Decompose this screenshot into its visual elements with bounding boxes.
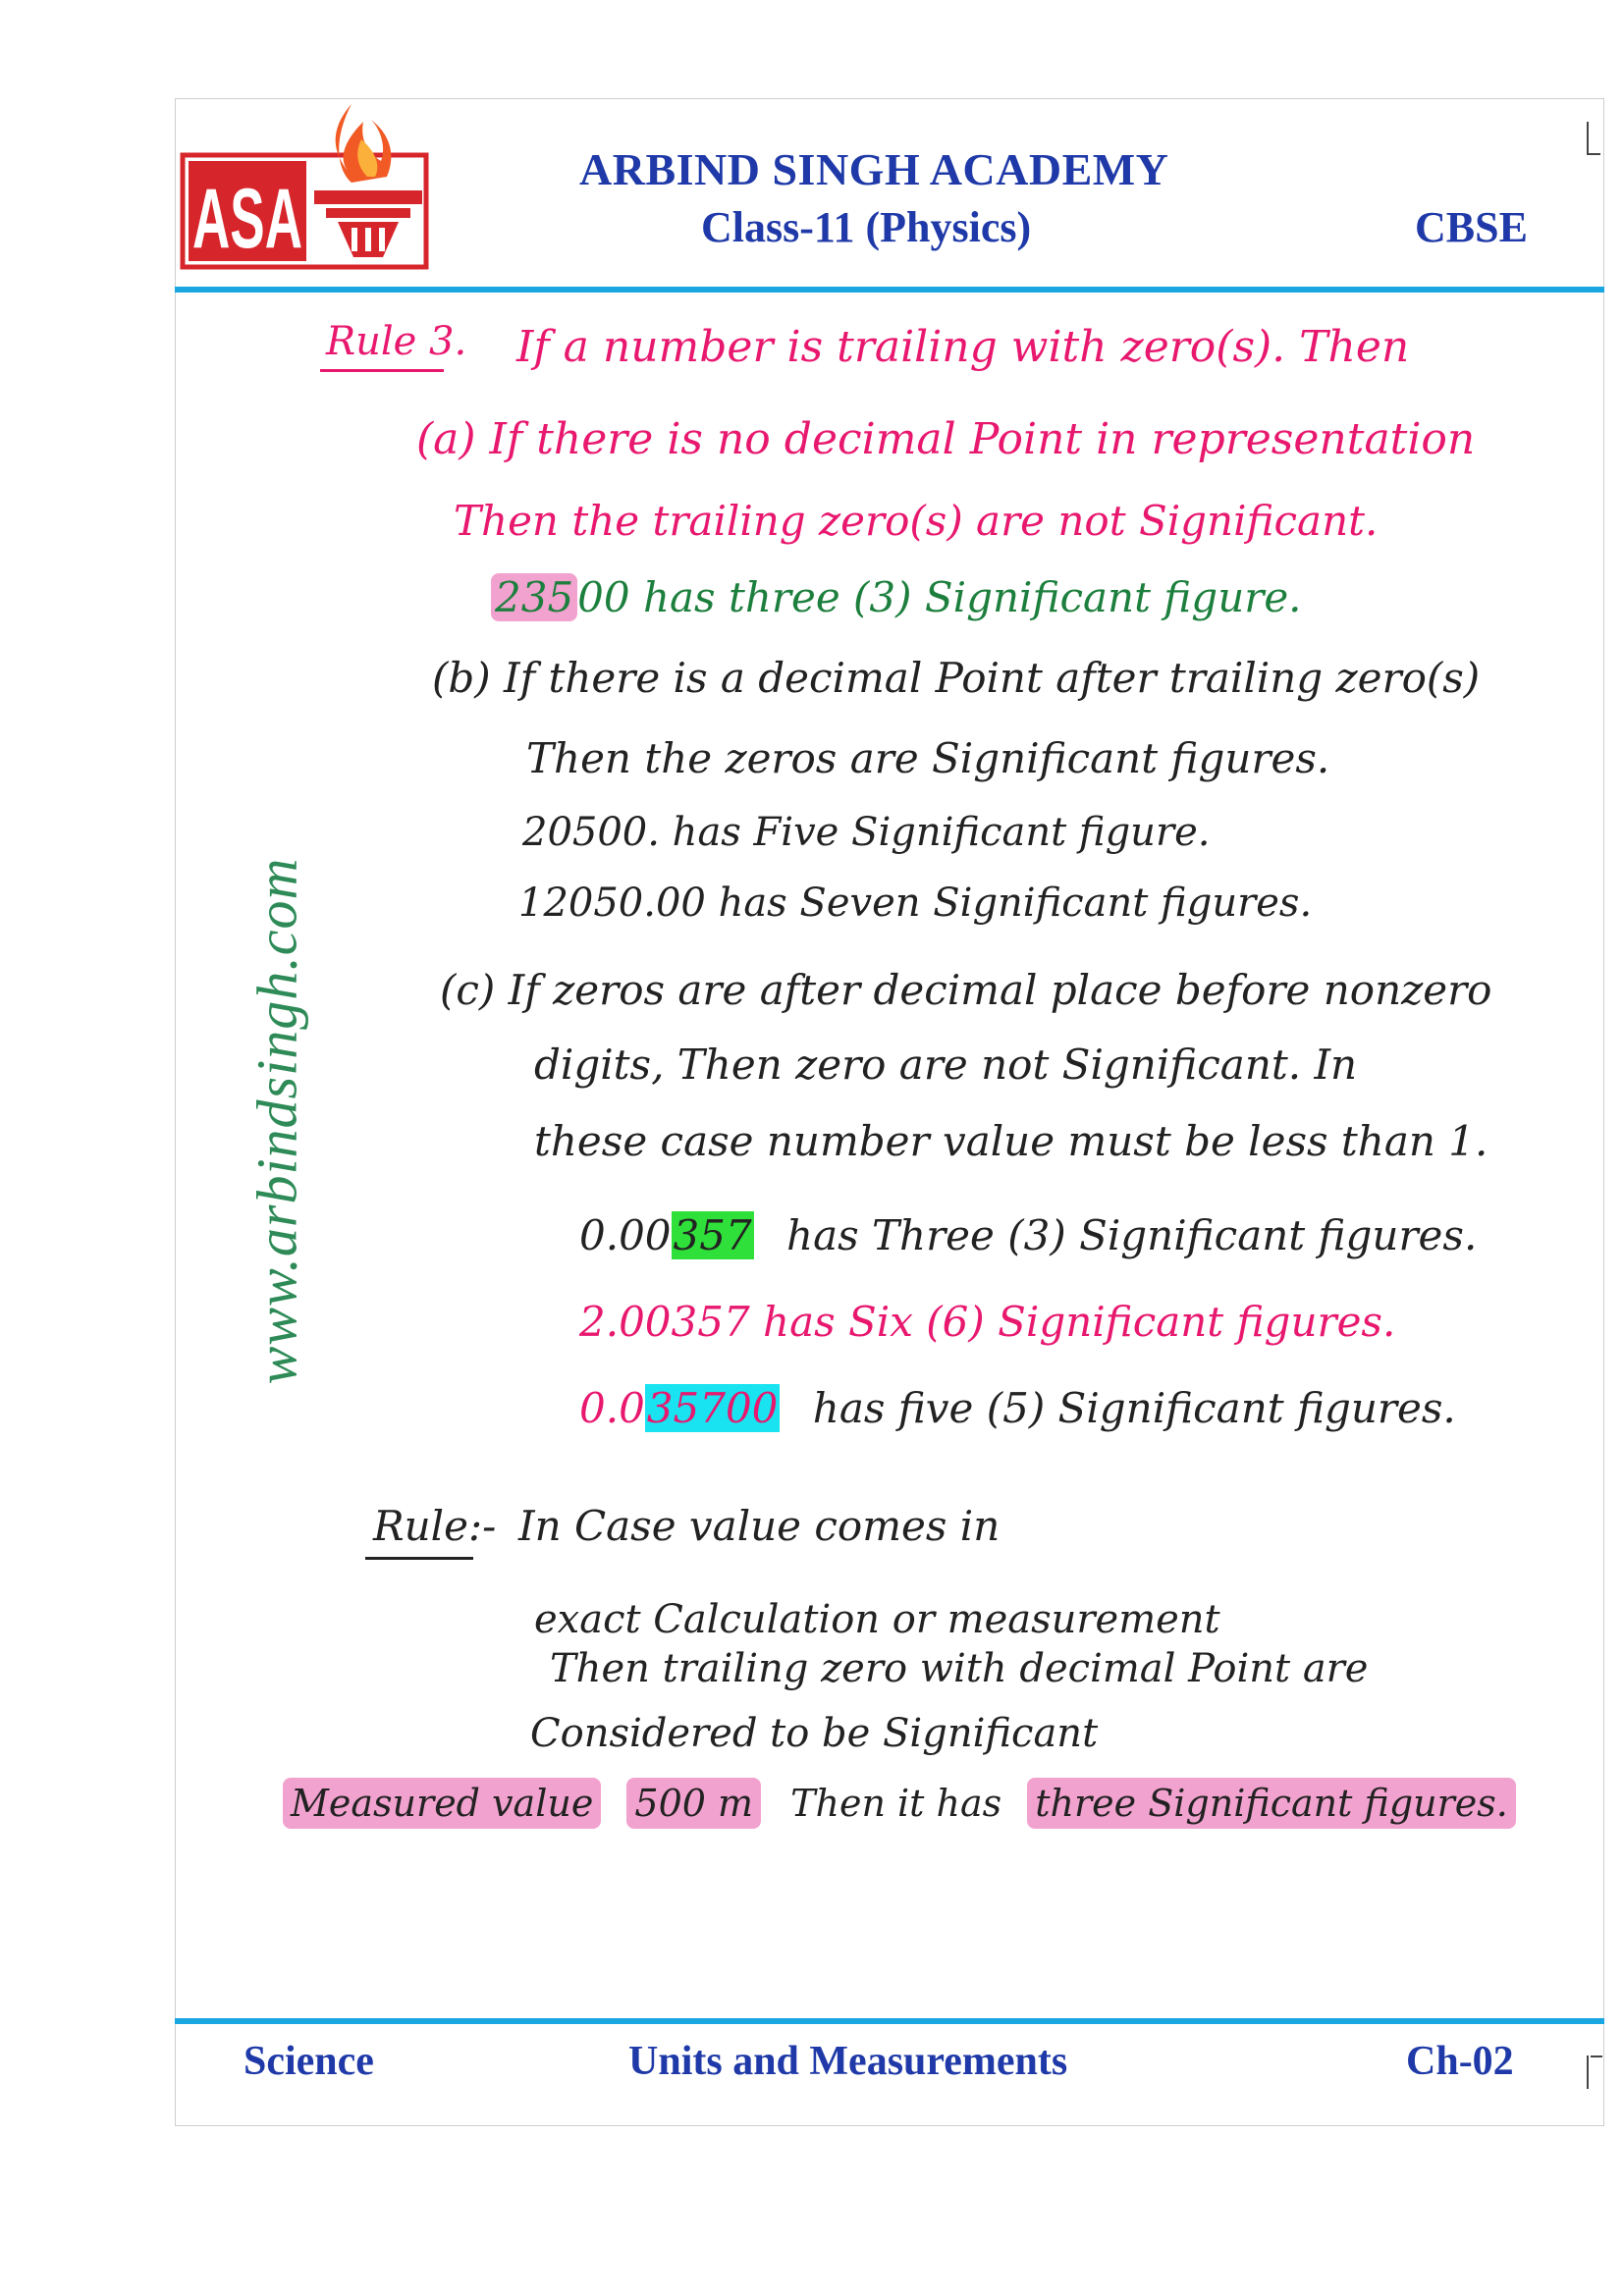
highlight-235: 235 xyxy=(491,573,577,621)
academy-name: ARBIND SINGH ACADEMY xyxy=(579,144,1169,194)
measured-label: Measured value xyxy=(283,1778,601,1829)
rule-c-text: (c) If zeros are after decimal place before nonzero xyxy=(440,966,1492,1014)
rule-underline xyxy=(365,1557,473,1560)
board-label: CBSE xyxy=(1415,203,1528,251)
highlight-35700: 35700 xyxy=(646,1384,779,1432)
footer-chapter: Ch-02 xyxy=(1406,2039,1514,2084)
footer-subject: Science xyxy=(243,2039,374,2084)
rule-a-example-rest: 00 has three (3) Significant figure. xyxy=(577,573,1302,621)
rule-line-2: exact Calculation or measurement xyxy=(534,1597,1220,1642)
rule-c-text-2: digits, Then zero are not Significant. In xyxy=(534,1041,1358,1089)
rule-b-text: (b) If there is a decimal Point after trailing zero(s) xyxy=(432,654,1481,702)
crop-mark-bottom xyxy=(1587,2056,1589,2089)
rule3-label: Rule 3. xyxy=(326,319,467,364)
rule-a-then: Then the trailing zero(s) are not Significant. xyxy=(454,497,1379,545)
highlight-357: 357 xyxy=(673,1211,752,1259)
rule-c-example-3-rest: has five (5) Significant figures. xyxy=(812,1384,1456,1432)
rule-c-example-1 xyxy=(579,1211,1478,1259)
measured-mid: Then it has xyxy=(790,1782,1002,1825)
rule-c-example-2: 2.00357 has Six (6) Significant figures. xyxy=(579,1298,1396,1346)
rule3-underline xyxy=(320,369,444,372)
rule-c-example-1-pre: 0.00 xyxy=(579,1211,672,1259)
rule-c-text-3: these case number value must be less than 1. xyxy=(534,1117,1488,1165)
rule-b-example-2: 12050.00 has Seven Significant figures. xyxy=(518,881,1313,926)
measured-line xyxy=(283,1782,1516,1825)
logo-text: ASA xyxy=(192,172,302,266)
crop-mark-bottom-h xyxy=(1591,2056,1602,2057)
header-rule xyxy=(175,287,1604,293)
footer-chapter-title: Units and Measurements xyxy=(628,2039,1068,2084)
rule3-text: If a number is trailing with zero(s). Then xyxy=(516,322,1410,372)
rule-c-example-1-rest: has Three (3) Significant figures. xyxy=(786,1211,1478,1259)
rule-b-then: Then the zeros are Significant figures. xyxy=(526,734,1330,782)
class-title: Class-11 (Physics) xyxy=(701,203,1032,251)
rule-label: Rule:- xyxy=(373,1502,497,1550)
rule-line-3: Then trailing zero with decimal Point are xyxy=(550,1646,1369,1691)
measured-highlight: three Significant figures. xyxy=(1027,1778,1516,1829)
website-watermark: www.arbindsingh.com xyxy=(244,857,309,1385)
rule-c-example-3-pre: 0.0 xyxy=(579,1384,645,1432)
asa-logo xyxy=(179,100,432,271)
crop-mark-top xyxy=(1587,122,1589,155)
rule-line-4: Considered to be Significant xyxy=(530,1711,1099,1756)
measured-value: 500 m xyxy=(626,1778,761,1829)
footer-rule xyxy=(175,2018,1604,2024)
rule-a-text: (a) If there is no decimal Point in representation xyxy=(416,414,1476,464)
rule-text: In Case value comes in xyxy=(518,1502,1001,1550)
crop-mark-top-h xyxy=(1587,153,1600,155)
rule-c-example-3 xyxy=(579,1384,1456,1432)
rule-b-example-1: 20500. has Five Significant figure. xyxy=(522,810,1211,855)
rule-a-example xyxy=(491,573,1302,621)
